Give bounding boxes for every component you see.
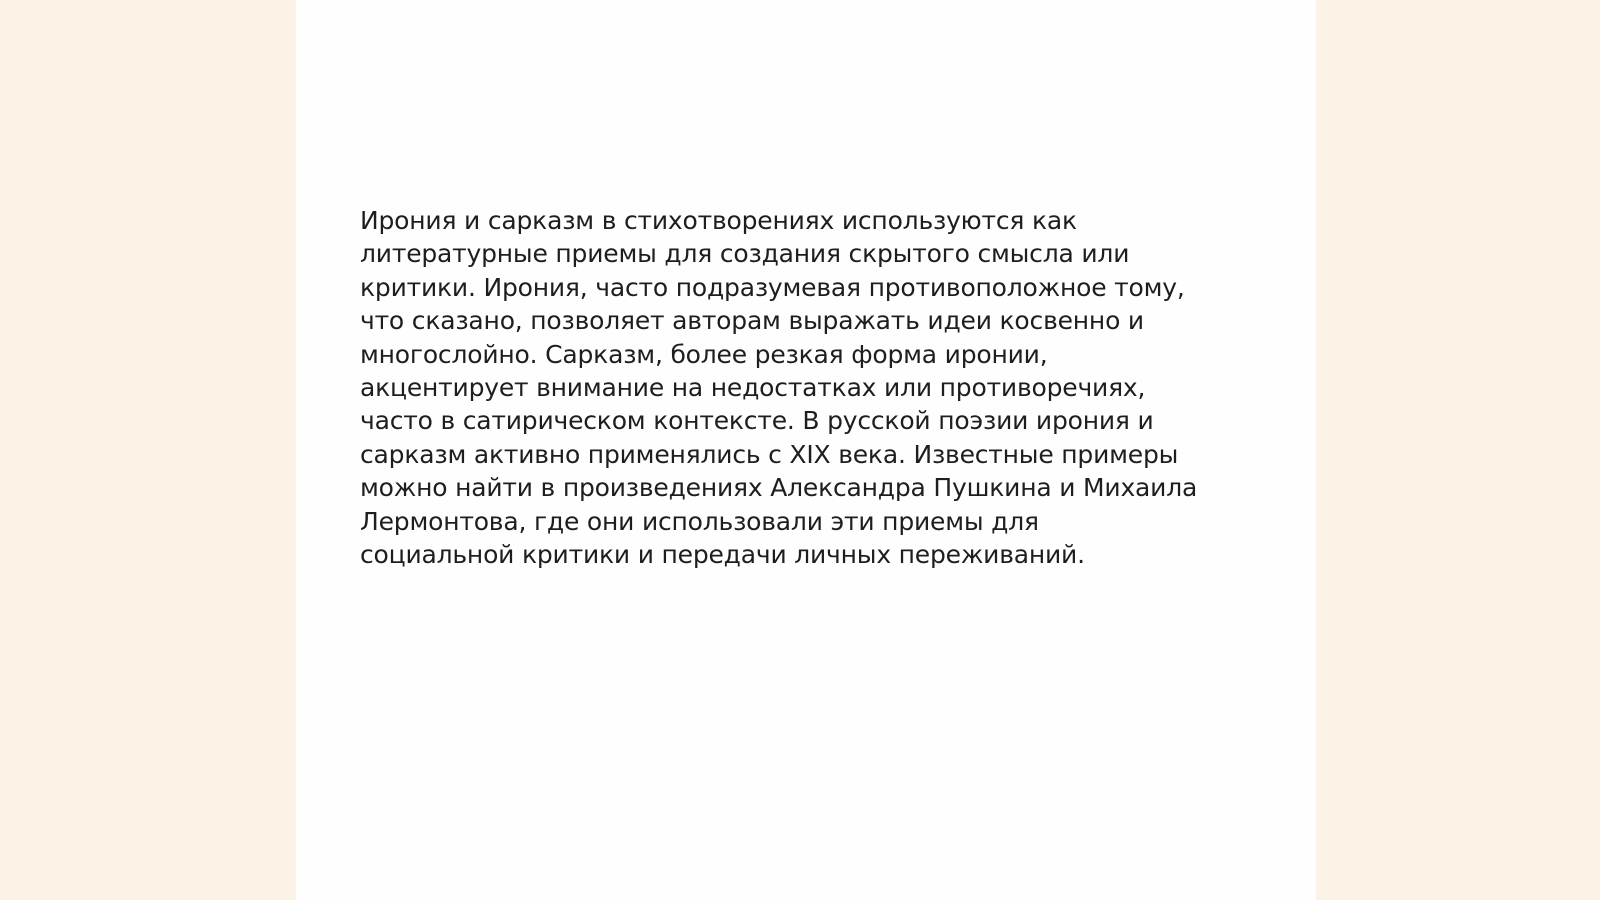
paragraph-line: социальной критики и передачи личных переживаний. — [360, 540, 1085, 570]
paragraph-line: акцентирует внимание на недостатках или противоречиях, — [360, 373, 1146, 403]
left-margin-background — [0, 0, 296, 900]
paragraph-line: что сказано, позволяет авторам выражать идеи косвенно и — [360, 306, 1144, 336]
paragraph-line: Лермонтова, где они использовали эти приемы для — [360, 506, 1039, 536]
paragraph-line: литературные приемы для создания скрытого смысла или — [360, 239, 1130, 269]
paragraph-line: критики. Ирония, часто подразумевая противоположное тому, — [360, 272, 1185, 302]
paragraph-line: можно найти в произведениях Александра Пушкина и Михаила — [360, 473, 1198, 503]
body-paragraph — [360, 204, 1260, 571]
right-margin-background — [1316, 0, 1600, 900]
paragraph-line: сарказм активно применялись с XIX века. Известные примеры — [360, 439, 1179, 469]
paragraph-line: многослойно. Сарказм, более резкая форма иронии, — [360, 339, 1048, 369]
paragraph-line: часто в сатирическом контексте. В русской поэзии ирония и — [360, 406, 1154, 436]
paragraph-line: Ирония и сарказм в стихотворениях используются как — [360, 206, 1077, 235]
document-page — [296, 0, 1316, 900]
